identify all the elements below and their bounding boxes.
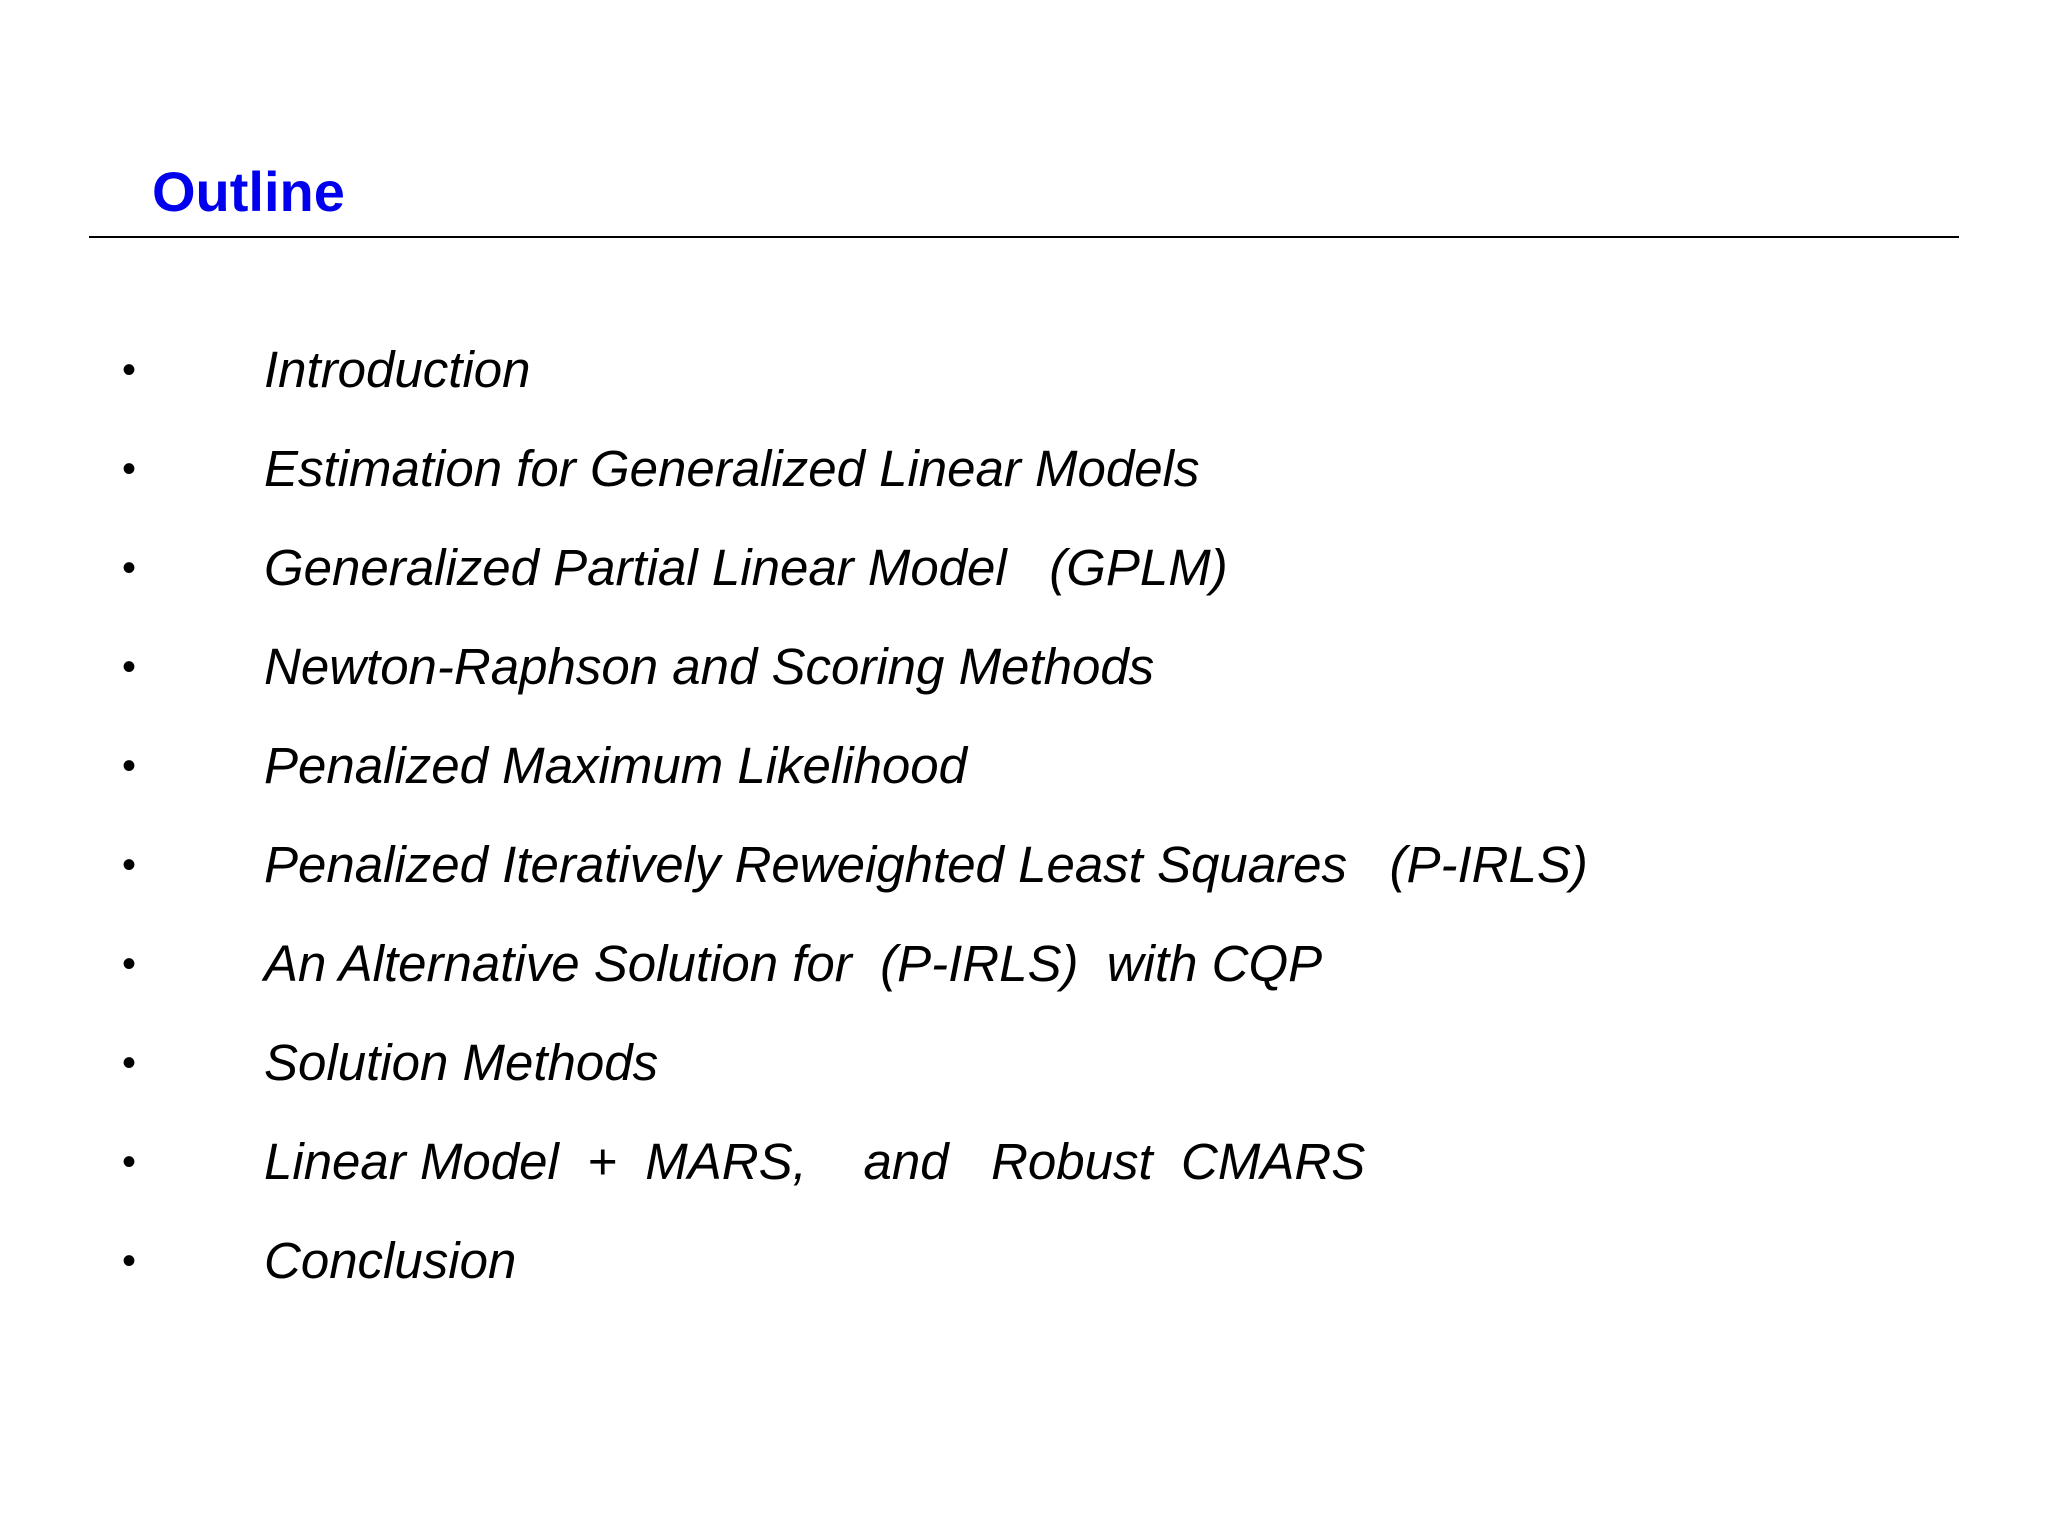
bullet-icon: •	[122, 744, 137, 788]
bullet-icon: •	[122, 1239, 137, 1283]
bullet-icon: •	[122, 1041, 137, 1085]
outline-item	[0, 330, 2048, 429]
bullet-icon: •	[122, 843, 137, 887]
slide-title: Outline	[152, 160, 345, 223]
outline-item	[0, 825, 2048, 924]
bullet-icon: •	[122, 447, 137, 491]
outline-item-text: Penalized Maximum Likelihood	[264, 737, 968, 794]
outline-list	[0, 330, 2048, 1320]
outline-item	[0, 1023, 2048, 1122]
bullet-icon: •	[122, 645, 137, 689]
outline-item-text: An Alternative Solution for (P-IRLS) with CQP	[264, 935, 1323, 992]
outline-item-text: Estimation for Generalized Linear Models	[264, 440, 1200, 497]
outline-item-text: Introduction	[264, 341, 531, 398]
outline-item	[0, 1221, 2048, 1320]
outline-item-text: Penalized Iteratively Reweighted Least Squares (P-IRLS)	[264, 836, 1588, 893]
outline-item	[0, 924, 2048, 1023]
outline-item	[0, 528, 2048, 627]
bullet-icon: •	[122, 942, 137, 986]
bullet-icon: •	[122, 546, 137, 590]
bullet-icon: •	[122, 1140, 137, 1184]
bullet-icon: •	[122, 348, 137, 392]
outline-item-text: Conclusion	[264, 1232, 517, 1289]
outline-item	[0, 627, 2048, 726]
outline-item-text: Linear Model + MARS, and Robust CMARS	[264, 1133, 1366, 1190]
outline-item	[0, 726, 2048, 825]
outline-item-text: Newton-Raphson and Scoring Methods	[264, 638, 1155, 695]
outline-item-text: Generalized Partial Linear Model (GPLM)	[264, 539, 1228, 596]
title-divider	[89, 236, 1959, 238]
outline-item	[0, 1122, 2048, 1221]
outline-item	[0, 429, 2048, 528]
outline-item-text: Solution Methods	[264, 1034, 659, 1091]
